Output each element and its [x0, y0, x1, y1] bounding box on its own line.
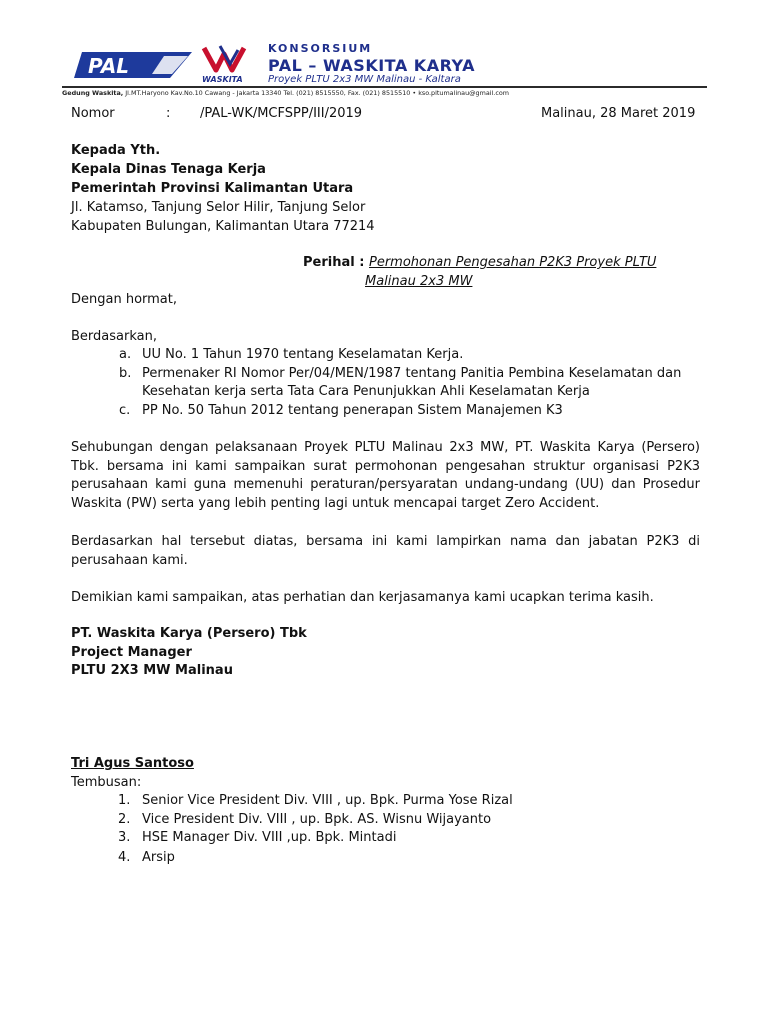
- nomor-value: /PAL-WK/MCFSPP/III/2019: [200, 106, 363, 121]
- basis-marker: b.: [119, 366, 132, 381]
- project-name: Proyek PLTU 2x3 MW Malinau - Kaltara: [268, 74, 461, 85]
- body-paragraph-1: Sehubungan dengan pelaksanaan Proyek PLTU Malinau 2x3 MW, PT. Waskita Karya (Persero) Tbk. bersama ini kami sampaikan surat permohonan pengesahan struktur organisasi P2K3 perusahaan kami guna memenuhi peraturan/persyaratan undang-undang (UU) dan Prosedur Waskita (PW) serta yang lebih penting lagi untuk mencapai target Zero Accident.: [71, 440, 700, 511]
- svg-text:PAL: PAL: [88, 54, 130, 78]
- letterhead-address: [62, 89, 509, 97]
- basis-item: Permenaker RI Nomor Per/04/MEN/1987 tentang Panitia Pembina Keselamatan dan: [142, 366, 682, 381]
- waskita-logo: [198, 42, 264, 84]
- tembusan-label: Tembusan:: [71, 775, 142, 790]
- tembusan-marker: 2.: [118, 812, 131, 827]
- company-name: PAL – WASKITA KARYA: [268, 56, 475, 75]
- address-details: Jl.MT.Haryono Kav.No.10 Cawang - Jakarta 13340 Tel. (021) 8515550, Fax. (021) 8515510 • kso.pltumalinau@gmail.com: [123, 89, 509, 97]
- tembusan-item: Senior Vice President Div. VIII , up. Bpk. Purma Yose Rizal: [142, 793, 513, 808]
- perihal-label: Perihal :: [303, 255, 365, 270]
- tembusan-marker: 1.: [118, 793, 131, 808]
- recipient-line-5: Kabupaten Bulungan, Kalimantan Utara 77214: [71, 219, 375, 234]
- pal-logo: [74, 50, 192, 80]
- nomor-label: Nomor: [71, 106, 115, 121]
- nomor-colon: :: [166, 106, 171, 121]
- body-paragraph-2: Berdasarkan hal tersebut diatas, bersama ini kami lampirkan nama dan jabatan P2K3 di perusahaan kami.: [71, 534, 700, 568]
- tembusan-item: Vice President Div. VIII , up. Bpk. AS. Wisnu Wijayanto: [142, 812, 492, 827]
- basis-item: UU No. 1 Tahun 1970 tentang Keselamatan Kerja.: [142, 347, 464, 362]
- recipient-line-3: Pemerintah Provinsi Kalimantan Utara: [71, 181, 354, 196]
- perihal-line-1: Permohonan Pengesahan P2K3 Proyek PLTU: [369, 255, 657, 270]
- salutation: Dengan hormat,: [71, 292, 178, 307]
- tembusan-item: Arsip: [142, 850, 175, 865]
- basis-intro: Berdasarkan,: [71, 329, 157, 344]
- signature-project: PLTU 2X3 MW Malinau: [71, 663, 233, 678]
- place-date: Malinau, 28 Maret 2019: [541, 106, 696, 121]
- recipient-line-1: Kepada Yth.: [71, 143, 161, 158]
- tembusan-item: HSE Manager Div. VIII ,up. Bpk. Mintadi: [142, 830, 397, 845]
- signatory-name: Tri Agus Santoso: [71, 756, 194, 771]
- basis-marker: c.: [119, 403, 131, 418]
- signature-company: PT. Waskita Karya (Persero) Tbk: [71, 626, 307, 641]
- svg-text:WASKITA: WASKITA: [202, 75, 243, 84]
- basis-item: PP No. 50 Tahun 2012 tentang penerapan Sistem Manajemen K3: [142, 403, 563, 418]
- signature-position: Project Manager: [71, 645, 192, 660]
- header-rule: [62, 86, 707, 88]
- perihal-line-2: Malinau 2x3 MW: [365, 274, 473, 289]
- basis-item-continuation: Kesehatan kerja serta Tata Cara Penunjukkan Ahli Keselamatan Kerja: [142, 384, 590, 399]
- recipient-line-4: Jl. Katamso, Tanjung Selor Hilir, Tanjung Selor: [71, 200, 366, 215]
- tembusan-marker: 4.: [118, 850, 131, 865]
- recipient-line-2: Kepala Dinas Tenaga Kerja: [71, 162, 266, 177]
- konsorsium-label: KONSORSIUM: [268, 42, 373, 55]
- body-paragraph-3: Demikian kami sampaikan, atas perhatian dan kerjasamanya kami ucapkan terima kasih.: [71, 590, 654, 605]
- basis-marker: a.: [119, 347, 132, 362]
- tembusan-marker: 3.: [118, 830, 131, 845]
- address-building: Gedung Waskita,: [62, 89, 124, 97]
